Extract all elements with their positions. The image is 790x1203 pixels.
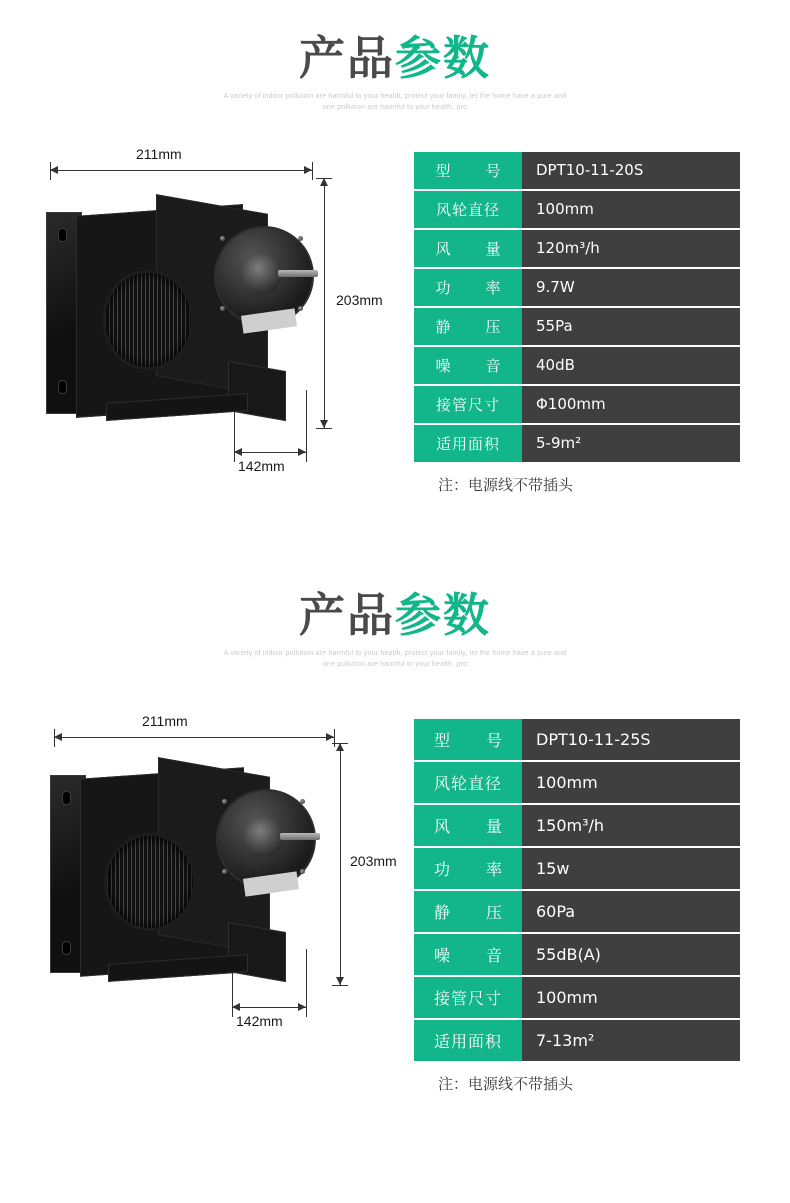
spec-key-duct-size-1: 接管尺寸: [414, 386, 522, 423]
product-spec-section-2: [0, 557, 790, 1094]
dimension-depth-label-2: 142mm: [236, 1012, 283, 1029]
dimension-height-label-1: 203mm: [336, 291, 383, 308]
spec-key-model-1: 型 号: [414, 152, 522, 189]
fan-mount-hole-2a: [62, 791, 71, 805]
dimension-height-arrow-down-2: [336, 977, 344, 985]
fan-screw-2b: [300, 799, 305, 804]
spec-value-model-1: DPT10-11-20S: [522, 152, 740, 189]
spec-value-noise-2: 55dB(A): [522, 934, 740, 975]
page-title-1-green: 参数: [395, 31, 491, 85]
section-2-subtitle-line1: A variety of indoor pollution are harmful to your health, protect your family, let the home have a pure and: [223, 650, 567, 658]
fan-motor-hub-2: [244, 817, 284, 857]
table-row: [414, 347, 740, 384]
fan-intake-grille-2: [104, 833, 196, 931]
fan-screw-2c: [222, 869, 227, 874]
table-row: [414, 1020, 740, 1061]
fan-mount-hole-1a: [58, 228, 67, 242]
page-title-2: [299, 587, 491, 642]
fan-screw-2a: [222, 799, 227, 804]
table-row: [414, 230, 740, 267]
spec-key-power-2: 功 率: [414, 848, 522, 889]
spec-key-coverage-area-2: 适用面积: [414, 1020, 522, 1061]
fan-screw-1c: [220, 306, 225, 311]
spec-value-duct-size-1: Φ100mm: [522, 386, 740, 423]
fan-intake-grille-1: [102, 270, 194, 370]
spec-key-airflow-1: 风 量: [414, 230, 522, 267]
table-row: [414, 308, 740, 345]
section-1-content: [0, 145, 790, 495]
spec-key-static-pressure-2: 静 压: [414, 891, 522, 932]
spec-key-noise-2: 噪 音: [414, 934, 522, 975]
dimension-height-label-2: 203mm: [350, 852, 397, 869]
spec-value-static-pressure-1: 55Pa: [522, 308, 740, 345]
section-1-header: [0, 0, 790, 114]
fan-motor-shaft-1: [278, 270, 318, 277]
ventilation-fan-image-2: [6, 719, 336, 1019]
table-row: [414, 386, 740, 423]
fan-base-bracket-1: [228, 361, 286, 421]
spec-key-model-2: 型 号: [414, 719, 522, 760]
section-1-subtitle: [0, 92, 790, 114]
fan-mount-hole-2b: [62, 941, 71, 955]
fan-screw-1b: [298, 236, 303, 241]
spec-value-coverage-area-1: 5-9m²: [522, 425, 740, 462]
spec-note-2: 注：电源线不带插头: [438, 1074, 574, 1093]
fan-mount-hole-1b: [58, 380, 67, 394]
fan-motor-hub-1: [242, 254, 282, 294]
product-figure-1: [6, 145, 406, 482]
table-row: [414, 152, 740, 189]
section-2-subtitle: [0, 649, 790, 671]
table-row: [414, 891, 740, 932]
section-2-header: [0, 557, 790, 671]
page-title-2-green: 参数: [395, 587, 491, 642]
table-row: [414, 848, 740, 889]
fan-screw-2d: [300, 869, 305, 874]
spec-table-1: [414, 152, 740, 495]
section-2-content: [0, 712, 790, 1094]
section-2-subtitle-line2: one pollution are harmful to your health, pro: [322, 661, 468, 669]
table-row: [414, 269, 740, 306]
spec-key-coverage-area-1: 适用面积: [414, 425, 522, 462]
spec-note-1: 注：电源线不带插头: [438, 475, 574, 494]
table-row: [414, 934, 740, 975]
page-title-1-dark: 产品: [299, 31, 395, 85]
page-title-1: [299, 31, 491, 85]
table-row: [414, 805, 740, 846]
section-1-subtitle-line2: one pollution are harmful to your health, pro: [322, 104, 468, 112]
table-row: [414, 762, 740, 803]
product-figure-2: [6, 712, 406, 1049]
spec-value-duct-size-2: 100mm: [522, 977, 740, 1018]
page-title-2-dark: 产品: [299, 587, 395, 642]
spec-key-airflow-2: 风 量: [414, 805, 522, 846]
spec-value-static-pressure-2: 60Pa: [522, 891, 740, 932]
spec-key-static-pressure-1: 静 压: [414, 308, 522, 345]
dimension-width-label-2: 211mm: [142, 712, 188, 729]
fan-screw-1a: [220, 236, 225, 241]
spec-value-impeller-diameter-2: 100mm: [522, 762, 740, 803]
dimension-depth-label-1: 142mm: [238, 457, 285, 474]
spec-value-impeller-diameter-1: 100mm: [522, 191, 740, 228]
dimension-width-label-1: 211mm: [136, 145, 182, 162]
dimension-height-line-bottom-2: [340, 865, 341, 985]
spec-key-duct-size-2: 接管尺寸: [414, 977, 522, 1018]
spec-value-model-2: DPT10-11-25S: [522, 719, 740, 760]
section-1-subtitle-line1: A variety of indoor pollution are harmful to your health, protect your family, let the home have a pure and: [223, 93, 567, 101]
spec-table-2: [414, 719, 740, 1094]
table-row: [414, 191, 740, 228]
spec-key-impeller-diameter-2: 风轮直径: [414, 762, 522, 803]
dimension-height-line-top-2: [340, 743, 341, 883]
dimension-height-arrow-up-2: [336, 743, 344, 751]
spec-key-noise-1: 噪 音: [414, 347, 522, 384]
spec-value-airflow-2: 150m³/h: [522, 805, 740, 846]
spec-value-airflow-1: 120m³/h: [522, 230, 740, 267]
product-spec-section-1: [0, 0, 790, 495]
table-row: [414, 719, 740, 760]
fan-screw-1d: [298, 306, 303, 311]
spec-value-noise-1: 40dB: [522, 347, 740, 384]
spec-key-impeller-diameter-1: 风轮直径: [414, 191, 522, 228]
fan-base-bracket-2: [228, 922, 286, 982]
spec-key-power-1: 功 率: [414, 269, 522, 306]
table-row: [414, 425, 740, 462]
fan-motor-shaft-2: [280, 833, 320, 840]
table-row: [414, 977, 740, 1018]
spec-value-coverage-area-2: 7-13m²: [522, 1020, 740, 1061]
dimension-depth-line-1: [234, 452, 306, 453]
spec-value-power-1: 9.7W: [522, 269, 740, 306]
spec-value-power-2: 15w: [522, 848, 740, 889]
ventilation-fan-image-1: [6, 152, 326, 452]
